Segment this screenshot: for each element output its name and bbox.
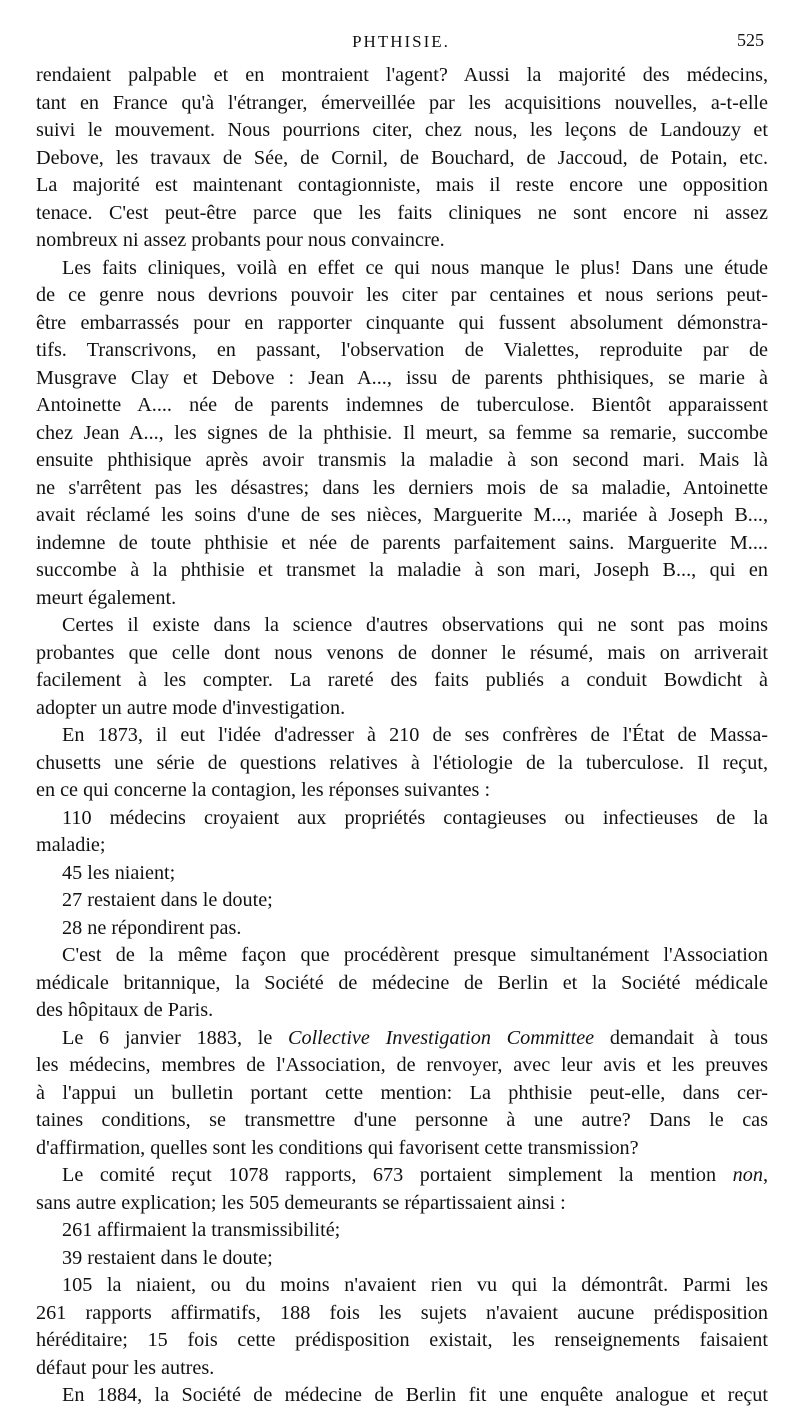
text-line: ensuite phthisique après avoir transmis la maladie à son second mari. Mais là [36,449,768,471]
text-segment: Le 6 janvier 1883, le [62,1026,289,1049]
text-line: à l'appui un bulletin portant cette mention: La phthisie peut-elle, dans cer- [36,1081,768,1104]
text-line: médicale britannique, la Société de médecine de Berlin et la Société médicale [36,971,768,994]
text-line: tant en France qu'à l'étranger, émerveillée par les acquisitions nouvelles, a-t-elle [36,91,768,114]
text-line: Certes il existe dans la science d'autres observations qui ne sont pas moins [62,614,768,636]
running-head [36,30,766,58]
text-line: tifs. Transcrivons, en passant, l'observation de Vialettes, reproduite par de [36,339,768,361]
text-line: succombe à la phthisie et transmet la maladie à son mari, Joseph B..., qui en [36,559,768,581]
text-line-with-italic [36,1025,768,1053]
text-line: 105 la niaient, ou du moins n'avaient rien vu qui la démontrât. Parmi les [62,1274,768,1296]
text-line: 27 restaient dans le doute; [62,889,273,911]
text-line: 110 médecins croyaient aux propriétés contagieuses ou infectieuses de la [62,806,768,829]
text-line: chusetts une série de questions relatives à l'étiologie de la tuberculose. Il reçut, [36,751,768,774]
text-line: être embarrassés pour en rapporter cinquante qui fussent absolument démonstra- [36,311,768,334]
text-segment: demandait à tous [594,1026,768,1049]
body-text [36,62,768,1410]
text-line: 45 les niaient; [62,861,176,884]
text-line: suivi le mouvement. Nous pourrions citer, chez nous, les leçons de Landouzy et [36,119,768,141]
text-line: meurt également. [36,586,177,609]
text-line: C'est de la même façon que procédèrent presque simultanément l'Association [62,944,768,966]
text-line: indemne de toute phthisie et née de parents parfaitement sains. Marguerite M.... [36,531,768,554]
text-line: En 1884, la Société de médecine de Berlin fit une enquête analogue et reçut [62,1384,768,1406]
text-line: Musgrave Clay et Debove : Jean A..., issu de parents phthisiques, se marie à [36,366,768,389]
text-line: rendaient palpable et en montraient l'agent? Aussi la majorité des médecins, [36,64,768,86]
italic-committee-name: Collective Investigation Committee [288,1026,595,1049]
text-line: ne s'arrêtent pas les désastres; dans les derniers mois de sa maladie, Antoinette [36,476,768,499]
text-line: probantes que celle dont nous venons de donner le résumé, mais on arriverait [36,641,768,664]
text-line: d'affirmation, quelles sont les conditions qui favorisent cette transmission? [36,1136,639,1159]
text-line: facilement à les compter. La rareté des faits publiés a conduit Bowdicht à [36,669,768,691]
text-line: En 1873, il eut l'idée d'adresser à 210 de ses confrères de l'État de Massa- [62,724,768,746]
text-line: sans autre explication; les 505 demeurants se répartissaient ainsi : [36,1191,566,1214]
page-number: 525 [737,30,764,50]
text-line: Les faits cliniques, voilà en effet ce qui nous manque le plus! Dans une étude [62,256,768,279]
running-title: PHTHISIE. [352,32,450,51]
text-line: maladie; [36,834,106,856]
text-line: Antoinette A.... née de parents indemnes de tuberculose. Bientôt apparaissent [36,394,768,416]
text-line: en ce qui concerne la contagion, les réponses suivantes : [36,779,491,801]
text-line-with-italic [36,1162,768,1190]
text-line: nombreux ni assez probants pour nous convaincre. [36,229,445,251]
text-line: défaut pour les autres. [36,1356,215,1379]
italic-word-non: non [732,1164,763,1186]
text-line: chez Jean A..., les signes de la phthisie. Il meurt, sa femme sa remarie, succombe [36,421,768,444]
text-line: Debove, les travaux de Sée, de Cornil, de Bouchard, de Jaccoud, de Potain, etc. [36,146,768,169]
text-line: de ce genre nous devrions pouvoir les citer par centaines et nous serions peut- [36,284,768,306]
text-line: avait réclamé les soins d'une de ses nièces, Marguerite M..., mariée à Joseph B..., [36,504,768,526]
text-line: La majorité est maintenant contagionniste, mais il reste encore une opposition [36,174,768,196]
text-segment: , [762,1164,768,1186]
text-line: 39 restaient dans le doute; [62,1246,273,1269]
text-line: adopter un autre mode d'investigation. [36,696,346,719]
text-line: 28 ne répondirent pas. [62,916,242,939]
text-line: les médecins, membres de l'Association, de renvoyer, avec leur avis et les preuves [36,1054,768,1076]
text-segment: Le comité reçut 1078 rapports, 673 portaient simplement la mention [62,1164,733,1186]
text-line: tenace. C'est peut-être parce que les faits cliniques ne sont encore ni assez [36,201,768,224]
text-line: héréditaire; 15 fois cette prédisposition existait, les renseignements faisaient [36,1329,768,1351]
text-line: taines conditions, se transmettre d'une personne à une autre? Dans le cas [36,1109,768,1131]
text-line: 261 rapports affirmatifs, 188 fois les sujets n'avaient aucune prédisposition [36,1301,768,1324]
text-line: des hôpitaux de Paris. [36,999,214,1021]
text-line: 261 affirmaient la transmissibilité; [62,1219,341,1241]
